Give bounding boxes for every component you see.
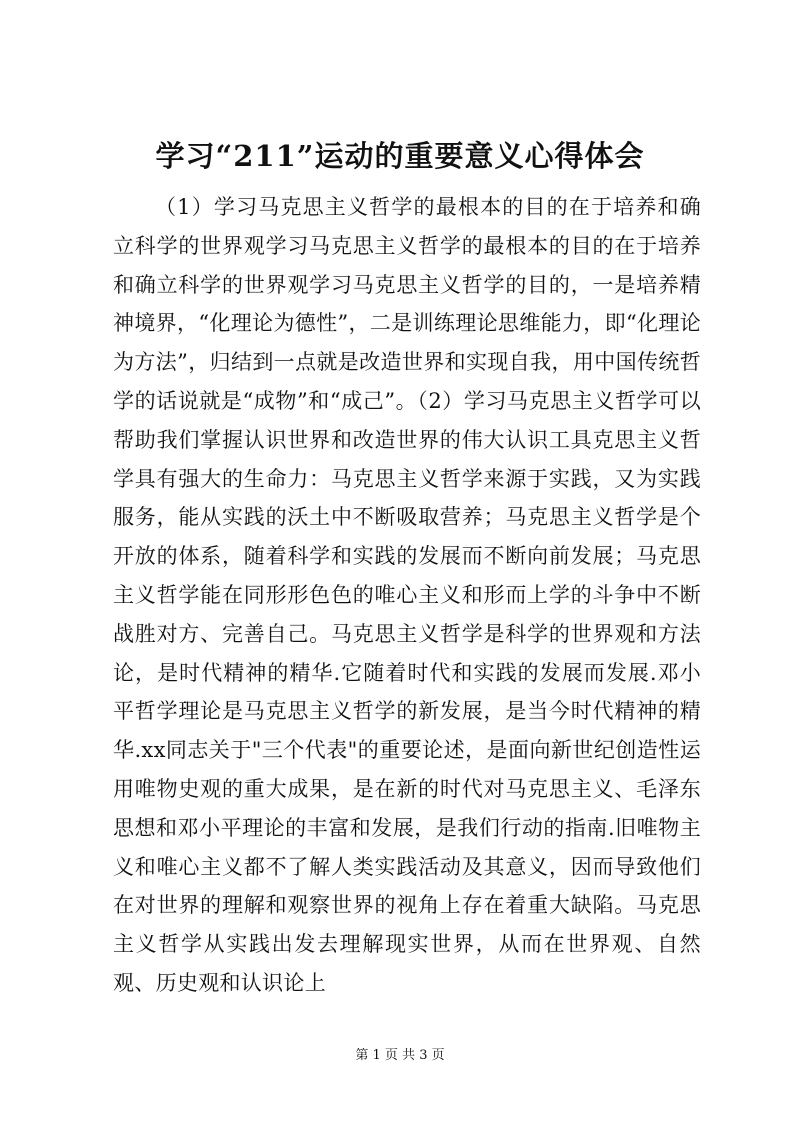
page-footer: 第 1 页 共 3 页	[355, 1048, 445, 1063]
document-title: 学习“211”运动的重要意义心得体会	[155, 139, 645, 173]
body-paragraph: （1）学习马克思主义哲学的最根本的目的在于培养和确立科学的世界观学习马克思主义哲学的最根本的目的在于培养和确立科学的世界观学习马克思主义哲学的目的，一是培养精神境界，“化理论为德性”，二是训练理论思维能力，即“化理论为方法”，归结到一点就是改造世界和实现自我，用中国传统哲学的话说就是“成物”和“成己”。（2）学习马克思主义哲学可以帮助我们掌握认识世界和改造世界的伟大认识工具克思主义哲学具有强大的生命力：马克思主义哲学来源于实践，又为实践服务，能从实践的沃土中不断吸取营养；马克思主义哲学是个开放的体系，随着科学和实践的发展而不断向前发展；马克思主义哲学能在同形形色色的唯心主义和形而上学的斗争中不断战胜对方、完善自己。马克思主义哲学是科学的世界观和方法论，是时代精神的精华.它随着时代和实践的发展而发展.邓小平哲学理论是马克思主义哲学的新发展，是当今时代精神的精华.xx同志关于"三个代表"的重要论述，是面向新世纪创造性运用唯物史观的重大成果，是在新的时代对马克思主义、毛泽东思想和邓小平理论的丰富和发展，是我们行动的指南.旧唯物主义和唯心主义都不了解人类实践活动及其意义，因而导致他们在对世界的理解和观察世界的视角上存在着重大缺陷。马克思主义哲学从实践出发去理解现实世界，从而在世界观、自然观、历史观和认识论上	[113, 195, 701, 995]
